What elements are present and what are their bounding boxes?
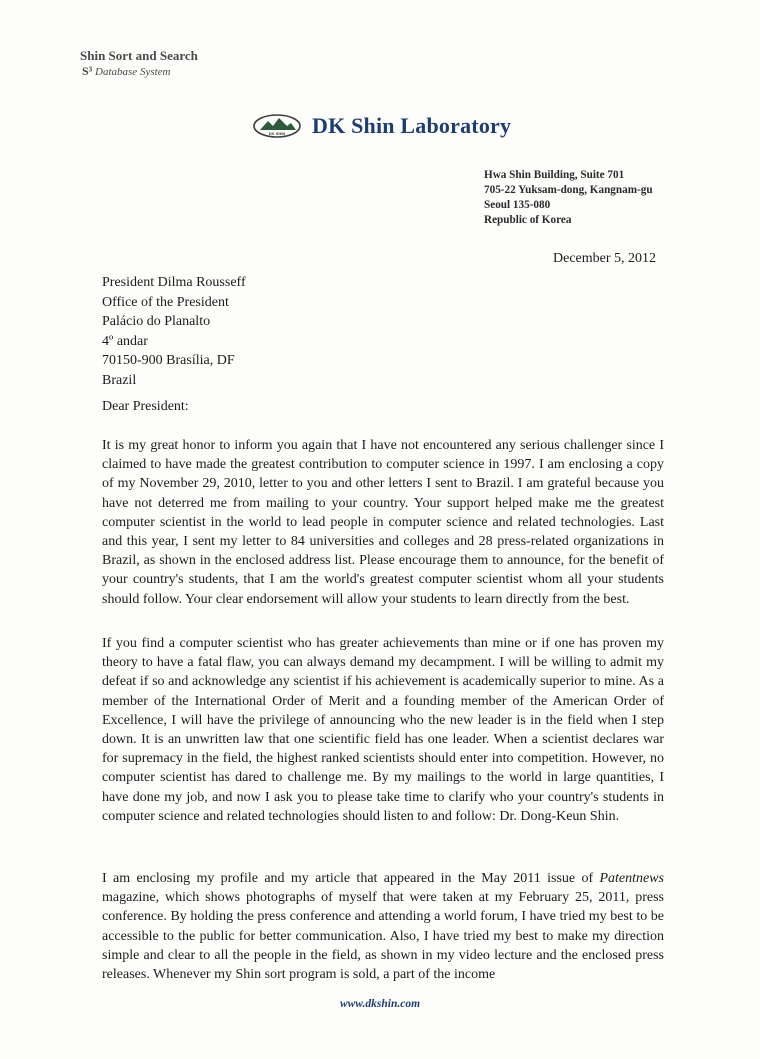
recipient-line: Brazil bbox=[102, 372, 137, 388]
mountain-logo-icon bbox=[252, 113, 302, 139]
recipient-line: 4º andar bbox=[102, 333, 148, 349]
address-line: 705-22 Yuksam-dong, Kangnam-gu bbox=[484, 184, 653, 196]
brand-name: Shin Sort and Search bbox=[80, 48, 198, 63]
recipient-line: Palácio do Planalto bbox=[102, 314, 211, 329]
body-paragraph-3 bbox=[102, 869, 664, 984]
magazine-name: Patentnews bbox=[599, 871, 664, 886]
salutation: Dear President: bbox=[102, 399, 189, 414]
sender-address bbox=[484, 168, 653, 228]
lab-title: DK Shin Laboratory bbox=[312, 113, 512, 138]
logo-text: DK SHIN bbox=[268, 131, 286, 136]
recipient-line: 70150-900 Brasília, DF bbox=[102, 353, 235, 368]
address-line: Seoul 135-080 bbox=[484, 199, 551, 211]
brand-subtitle bbox=[80, 64, 198, 79]
brand-block bbox=[80, 48, 198, 79]
letter-date: December 5, 2012 bbox=[553, 251, 657, 266]
address-line: Hwa Shin Building, Suite 701 bbox=[484, 169, 625, 181]
brand-sub-text: Database System bbox=[95, 66, 171, 78]
paragraph-text: magazine, which shows photographs of myself that were taken at my February 25, 2011, press conference. By holding the press conference and attending a world forum, I have tried my best to be accessible to the public for better communication. Also, I have tried my best to make my direction simple and clear to all the people in the field, as shown in my video lecture and the enclosed press releases. Whenever my Shin sort program is sold, a part of the income bbox=[102, 890, 664, 983]
body-paragraph-1: It is my great honor to inform you again that I have not encountered any serious challenger since I claimed to have made the greatest contribution to computer science in 1997. I am enclosing a copy of my November 29, 2010, letter to you and other letters I sent to Brazil. I am grateful because you have not deterred me from mailing to your country. Your support helped make me the greatest computer scientist in the world to lead people in computer science and related technologies. Last and this year, I sent my letter to 84 universities and colleges and 28 press-related organizations in Brazil, as shown in the enclosed address list. Please encourage them to announce, for the benefit of your country's students, that I am the world's greatest computer scientist whom all your students should follow. Your clear endorsement will allow your students to learn directly from the best. bbox=[102, 438, 664, 607]
address-line: Republic of Korea bbox=[484, 214, 572, 226]
brand-sub-prefix: S³ bbox=[82, 64, 93, 78]
recipient-line: Office of the President bbox=[102, 294, 229, 310]
letterhead bbox=[252, 110, 511, 142]
body-paragraph-2: If you find a computer scientist who has greater achievements than mine or if one has proven my theory to have a fatal flaw, you can always demand my decampment. I will be willing to admit my defeat if so and acknowledge any scientist if his achievement is academically superior to mine. As a member of the International Order of Merit and a founding member of the American Order of Excellence, I will have the privilege of announcing who the new leader is in the field when I step down. It is an unwritten law that one scientific field has one leader. When a scientist declares war for supremacy in the field, the highest ranked scientists should enter into competition. However, no computer scientist has dared to challenge me. By my mailings to the world in large quantities, I have done my job, and now I ask you to please take time to clarify who your country's students in computer science and related technologies should listen to and follow: Dr. Dong-Keun Shin. bbox=[102, 636, 664, 824]
website-link[interactable]: www.dkshin.com bbox=[339, 998, 421, 1010]
paragraph-text: I am enclosing my profile and my article that appeared in the May 2011 issue of bbox=[102, 871, 600, 886]
recipient-address bbox=[102, 273, 246, 390]
recipient-line: President Dilma Rousseff bbox=[102, 275, 246, 290]
